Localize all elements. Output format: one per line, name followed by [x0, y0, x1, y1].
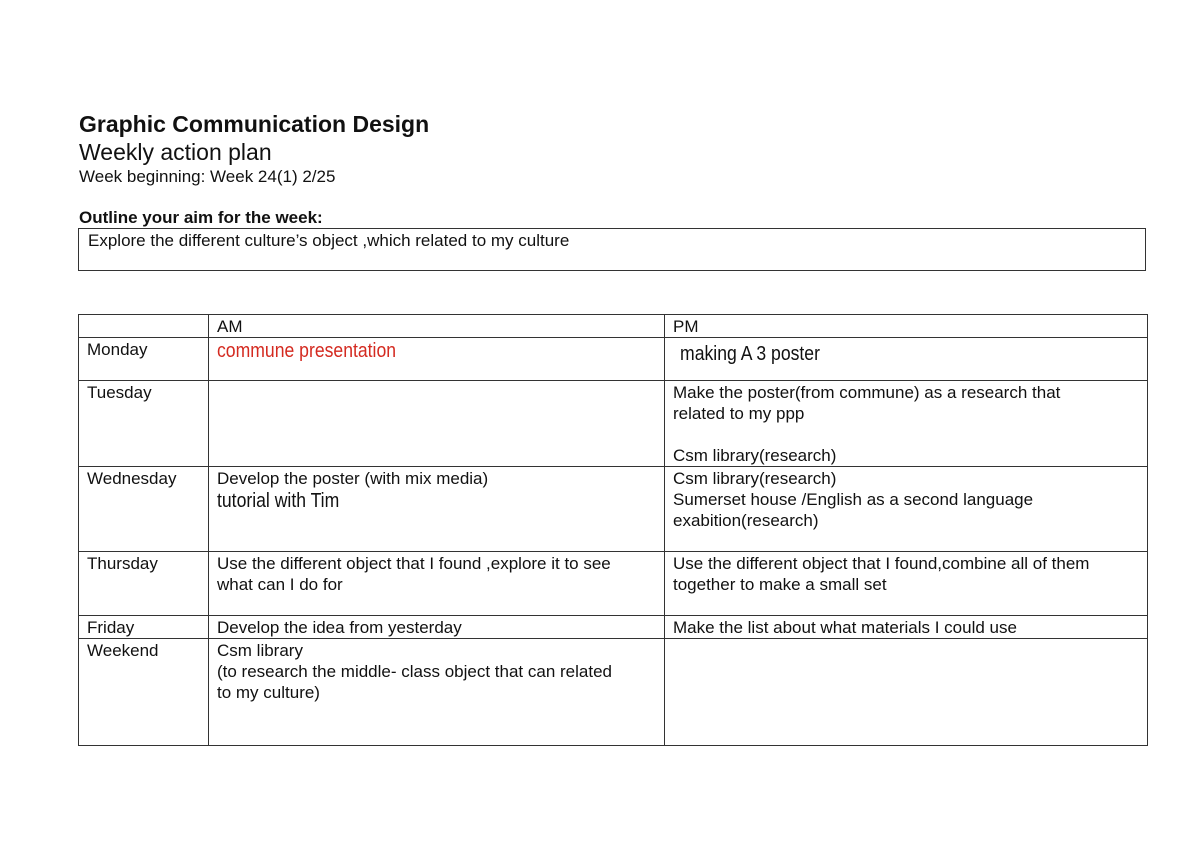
page-subtitle: Weekly action plan — [79, 139, 272, 165]
handwritten-note: making A 3 poster — [680, 343, 820, 365]
weekly-plan-table — [78, 314, 1148, 746]
pm-cell — [665, 639, 1148, 746]
pm-line: related to my ppp — [673, 404, 805, 423]
am-cell — [209, 381, 665, 467]
aim-heading: Outline your aim for the week: — [79, 208, 323, 227]
am-cell — [209, 639, 665, 746]
header-am: AM — [209, 315, 665, 338]
am-line: Develop the idea from yesterday — [217, 618, 462, 637]
table-row — [79, 338, 1148, 381]
table-row — [79, 639, 1148, 746]
page-title: Graphic Communication Design — [79, 111, 430, 137]
day-cell: Friday — [79, 616, 209, 639]
pm-cell — [665, 552, 1148, 616]
pm-cell — [665, 616, 1148, 639]
table-row — [79, 381, 1148, 467]
day-cell: Thursday — [79, 552, 209, 616]
aim-text: Explore the different culture’s object ,which related to my culture — [88, 231, 570, 250]
header-empty-cell — [79, 315, 209, 338]
pm-line: Make the poster(from commune) as a research that — [673, 383, 1061, 402]
pm-line: exabition(research) — [673, 511, 819, 530]
am-line: Develop the poster (with mix media) — [217, 469, 489, 488]
day-cell: Weekend — [79, 639, 209, 746]
am-line: Csm library — [217, 641, 303, 660]
am-line: to my culture) — [217, 683, 320, 702]
am-cell — [209, 616, 665, 639]
pm-line: together to make a small set — [673, 575, 887, 594]
pm-line: Use the different object that I found,combine all of them — [673, 554, 1090, 573]
day-cell: Wednesday — [79, 467, 209, 552]
handwritten-note: tutorial with Tim — [217, 490, 340, 512]
header-pm: PM — [665, 315, 1148, 338]
handwritten-note: commune presentation — [217, 340, 397, 362]
table-header-row — [79, 315, 1148, 338]
am-cell — [209, 552, 665, 616]
week-beginning: Week beginning: Week 24(1) 2/25 — [79, 167, 336, 186]
pm-line: Sumerset house /English as a second language — [673, 490, 1034, 509]
pm-cell — [665, 381, 1148, 467]
blank-line — [673, 424, 1139, 445]
day-cell: Tuesday — [79, 381, 209, 467]
pm-line: Csm library(research) — [673, 469, 837, 488]
am-cell — [209, 338, 665, 381]
am-line: what can I do for — [217, 575, 343, 594]
pm-line: Csm library(research) — [673, 446, 837, 465]
pm-cell — [665, 338, 1148, 381]
am-line: (to research the middle- class object that can related — [217, 662, 612, 681]
am-cell — [209, 467, 665, 552]
day-cell: Monday — [79, 338, 209, 381]
table-row — [79, 552, 1148, 616]
pm-cell — [665, 467, 1148, 552]
table-row — [79, 616, 1148, 639]
aim-box — [78, 228, 1146, 271]
table-row — [79, 467, 1148, 552]
pm-line: Make the list about what materials I could use — [673, 618, 1017, 637]
am-line: Use the different object that I found ,explore it to see — [217, 554, 611, 573]
